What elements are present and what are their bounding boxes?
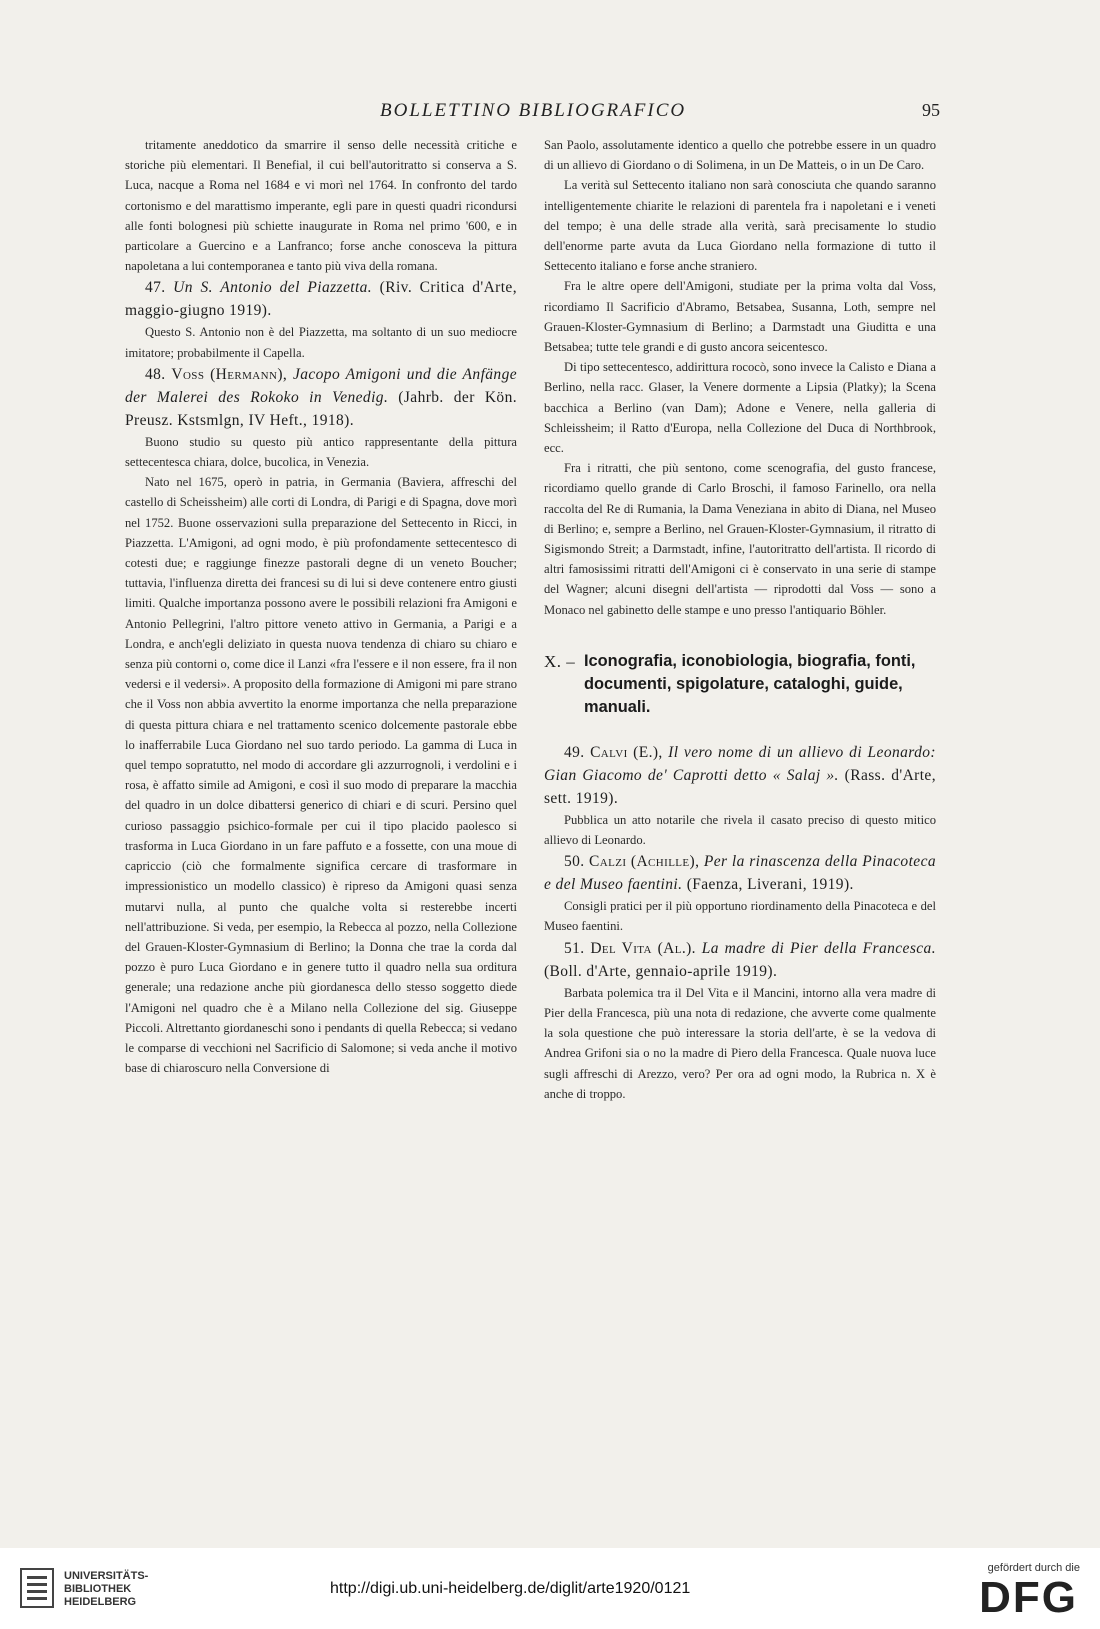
bibliography-entry-51: 51. Del Vita (Al.). La madre di Pier della Francesca. (Boll. d'Arte, gennaio-aprile 1919). xyxy=(544,939,936,980)
paragraph: San Paolo, assolutamente identico a quello che potrebbe essere in un quadro di un allievo di Giordano o di Solimena, in un De Matteis, o in un De Caro. xyxy=(544,138,936,173)
paragraph: Fra i ritratti, che più sentono, come scenografia, del gusto francese, ricordiamo quello grande di Carlo Broschi, il famoso Farinello, ora nella raccolta del Re di Rumania, la Dama Veneziana in abito di Diana, nel Museo di Berlino; e, sempre a Berlino, nel Grauen-Kloster-Gymnasium, il ritratto di Sigismondo Streit; a Darmstadt, infine, l'autoritratto dell'artista. Il ricordo di altri famosissimi ritratti dell'Amigoni ci è conservato in una serie di stampe del Wagner; alcuni disegni dell'artista — riprodotti dal Voss — sono a Monaco nel gabinetto delle stampe e uno presso l'antiquario Böhler. xyxy=(544,461,936,617)
library-name: UNIVERSITÄTS- BIBLIOTHEK HEIDELBERG xyxy=(64,1570,149,1608)
right-column xyxy=(544,135,936,1104)
paragraph: Pubblica un atto notarile che rivela il casato preciso di questo mitico allievo di Leonardo. xyxy=(544,812,936,848)
source-url[interactable]: http://digi.ub.uni-heidelberg.de/diglit/arte1920/0121 xyxy=(330,1580,691,1597)
section-heading: X. – Iconografia, iconobiologia, biografia, fonti, documenti, spigolature, cataloghi, guide, manuali. xyxy=(544,651,916,716)
library-logo-icon xyxy=(20,1568,54,1608)
running-title: BOLLETTINO BIBLIOGRAFICO xyxy=(380,100,687,121)
paragraph: Fra le altre opere dell'Amigoni, studiate per la prima volta dal Voss, ricordiamo Il Sacrificio d'Abramo, Betsabea, Susanna, Loth, sempre nel Grauen-Kloster-Gymnasium di Berlino; a Darmstadt una Giuditta e una Betsabea; tutte tele grandi e di gusto ancora seicentesco. xyxy=(544,279,936,355)
paragraph: La verità sul Settecento italiano non sarà conosciuta che quando saranno intelligentemente chiarite le relazioni di parentela fra i napoletani e i veneti del tempo; è una delle strade alla verità, sarà precisamente lo studio dell'enorme parte avuta da Luca Giordano nella formazione di tutto il Settecento italiano e forse anche straniero. xyxy=(544,178,936,274)
bibliography-entry-48: 48. Voss (Hermann), Jacopo Amigoni und die Anfänge der Malerei des Rokoko in Venedig. (Jahrb. der Kön. Preusz. Kstsmlgn, IV Heft., 1918). xyxy=(125,365,517,429)
funding-label: gefördert durch die xyxy=(987,1562,1080,1574)
page-number: 95 xyxy=(922,100,940,120)
paragraph: Nato nel 1675, operò in patria, in Germania (Baviera, affreschi del castello di Scheissheim) alle corti di Londra, di Parigi e di Spagna, dove morì nel 1752. Buone osservazioni sulla preparazione del Settecento in Ricci, in Piazzetta. L'Amigoni, ad ogni modo, è più profondamente settecentesco di cotesti due; e raggiunge finezze pastorali degne di un veneto Boucher; tuttavia, l'influenza diretta dei francesi su di lui si deve contenere entro giusti limiti. Qualche importanza possono avere le possibili relazioni fra Amigoni e Antonio Pellegrini, l'altro pittore veneto attivo in Germania, a Parigi e a Londra, e anch'egli deliziato in questa nuova tendenza di chiaro su chiaro e senza più contorni o, come dice il Lanzi «fra l'essere e il non essere, fra il non vedersi e il vedersi». A proposito della formazione di Amigoni mi pare strano che il Voss non abbia avvertito la enorme importanza che nella preparazione di questa pittura chiara e nel trattamento scenico dolcemente pastorale ebbe lo inafferrabile Luca Giordano nel suo tardo periodo. La gamma di Luca in quel tempo sopratutto, nel modo di accordare gli azzurrognoli, i verdolini e i rosa, è affatto simile ad Amigoni, e così il suo modo di preparare la macchia del quadro in un dolce dibattersi generico di chiari e di scuri. Persino quel curioso passaggio psichico-formale per cui il tipo placido paolesco si trasforma in Luca Giordano in un fare paffuto e a fossette, con una moue di capriccio (ciò che formalmente significa cercare di trasformare in impressionistico un modello classico) è ripreso da Amigoni quasi senza mutarvi nulla, al punto che qualche volta si resterebbe incerti nell'attribuzione. Si veda, per esempio, la Rebecca al pozzo, nella Collezione del Grauen-Kloster-Gymnasium di Berlino; la Donna che trae la corda dal pozzo è puro Luca Giordano e in genere tutto il quadro nella sua orditura generale; una redazione anche più giordanesca dello stesso soggetto diede l'Amigoni nel quadro che è a Milano nella Collezione del sig. Giuseppe Piccoli. Altrettanto giordaneschi sono i pendants di quella Rebecca; si vedano le comparse di vecchioni nel Sacrificio di Salomone; si veda anche il motivo base di chiaroscuro nella Conversione di xyxy=(125,475,517,1076)
digitization-footer xyxy=(0,1548,1100,1629)
paragraph: Buono studio su questo più antico rappresentante della pittura settecentesca chiara, dolce, bucolica, in Venezia. xyxy=(125,434,517,470)
bibliography-entry-49: 49. Calvi (E.), Il vero nome di un allievo di Leonardo: Gian Giacomo de' Caprotti detto « Salaj ». (Rass. d'Arte, sett. 1919). xyxy=(544,743,936,807)
left-column xyxy=(125,135,517,1078)
paragraph: Di tipo settecentesco, addirittura rococò, sono invece la Calisto e Diana a Berlino, nella racc. Glaser, la Venere dormente a Lipsia (Platky); la Scena bacchica a Berlino (van Dam); Adone e Venere, nella galleria di Schleissheim; il Ratto d'Europa, nella Collezione del Duca di Northbrook, ecc. xyxy=(544,360,936,456)
paragraph: Barbata polemica tra il Del Vita e il Mancini, intorno alla vera madre di Pier della Francesca, più una nota di redazione, che avverte come qualmente la sola questione che può interessare la storia dell'arte, è se la vedova di Andrea Grifoni sia o no la madre di Piero della Francesca. Quale nuova luce sugli affreschi di Arezzo, vero? Per ora ad ogni modo, la Rubrica n. X è anche di troppo. xyxy=(544,985,936,1101)
bibliography-entry-50: 50. Calzi (Achille), Per la rinascenza della Pinacoteca e del Museo faentini. (Faenza, Liverani, 1919). xyxy=(544,853,937,894)
bibliography-entry-47: 47. Un S. Antonio del Piazzetta. (Riv. Critica d'Arte, maggio-giugno 1919). xyxy=(125,279,517,320)
dfg-logo: DFG xyxy=(979,1573,1078,1622)
paragraph: Consigli pratici per il più opportuno riordinamento della Pinacoteca e del Museo faentini. xyxy=(544,899,936,934)
paragraph: tritamente aneddotico da smarrire il senso delle necessità critiche e storiche più elementari. Il Benefial, il cui bell'autoritratto si conserva a S. Luca, nacque a Roma nel 1684 e vi morì nel 1764. In confronto del tardo cortonismo e del marattismo imperante, egli pare in questi quadri ricondursi alle fonti bolognesi più schiette inaugurate in Roma nel primo '600, e in particolare a Guercino e a Lanfranco; forse anche conosceva la pittura napoletana a lui contemporanea e tanto più viva della romana. xyxy=(125,138,517,274)
paragraph: Questo S. Antonio non è del Piazzetta, ma soltanto di un suo mediocre imitatore; probabilmente il Capella. xyxy=(125,325,517,360)
